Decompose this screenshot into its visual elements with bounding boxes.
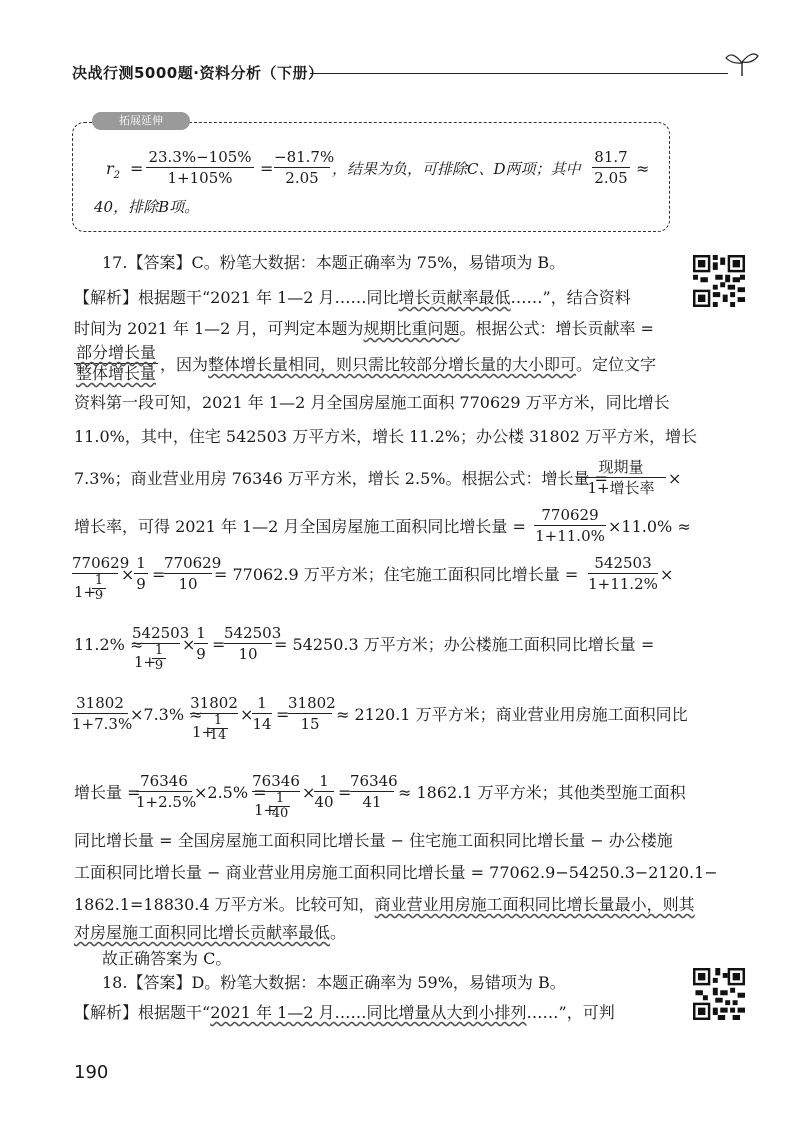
- wavy-emphasis: 商业营业用房施工面积同比增长量最小，则其: [374, 895, 695, 914]
- wavy-emphasis: 2021 年 1—2 月……同比增量从大到小排列: [210, 1003, 527, 1022]
- q17-line8-text: = 77062.9 万平方米；住宅施工面积同比增长量 =: [214, 565, 579, 584]
- q17-line10-frac-4: 31802 15: [288, 694, 336, 733]
- tip-fraction-3: 81.7 2.05: [592, 148, 630, 187]
- q17-line10-eq: =: [276, 705, 290, 724]
- q17-line9-frac-1: 542503 1+ 1 9: [132, 624, 190, 673]
- q18-answer-line: 18.【答案】D。粉笔大数据：本题正确率为 59%，易错项为 B。: [102, 973, 566, 992]
- q17-analysis-line-13: 工面积同比增长量 − 商业营业用房施工面积同比增长量 = 77062.9−54250.3−2120.1−: [74, 863, 718, 882]
- q17-fraction-total: 770629 1+11.0%: [535, 506, 605, 545]
- header-rule: [310, 73, 728, 74]
- q17-line11-frac-1: 76346 1+2.5%: [136, 772, 197, 811]
- wavy-emphasis: 整体增长量相同，则只需比较部分增长量的大小即可: [208, 355, 577, 374]
- q17-line9-text: = 54250.3 万平方米；办公楼施工面积同比增长量 =: [274, 635, 655, 654]
- q17-line11-frac-3: 1 40: [314, 772, 334, 811]
- q17-analysis-line-14: 1862.1=18830.4 万平方米。比较可知，商业营业用房施工面积同比增长量最小，则其: [74, 895, 695, 914]
- q17-line8-frac-4: 542503 1+11.2%: [588, 554, 658, 593]
- q17-line11-eq: =: [338, 783, 352, 802]
- q17-line9-times: ×: [182, 635, 196, 654]
- q17-line10-frac-3: 1 14: [252, 694, 272, 733]
- q17-line8-frac-3: 770629 10: [164, 554, 222, 593]
- q17-analysis-line-7: 增长率，可得 2021 年 1—2 月全国房屋施工面积同比增长量 =: [74, 517, 526, 536]
- q17-analysis-line-12: 同比增长量 = 全国房屋施工面积同比增长量 − 住宅施工面积同比增长量 − 办公楼施: [74, 831, 673, 850]
- running-header-title: 决战行测5000题·资料分析（下册）: [72, 64, 324, 82]
- q17-line8-tail: ×: [660, 565, 674, 584]
- q17-line10-times: ×: [240, 705, 254, 724]
- q17-analysis-line-4: 资料第一段可知，2021 年 1—2 月全国房屋施工面积 770629 万平方米，同比增长: [74, 393, 670, 412]
- q17-line10-a: ×7.3% ≈: [130, 705, 203, 724]
- q17-line9-frac-3: 542503 10: [224, 624, 282, 663]
- q17-line10-frac-1: 31802 1+7.3%: [72, 694, 133, 733]
- q17-line8-eq: =: [152, 565, 166, 584]
- tip-approx: ≈: [636, 159, 650, 178]
- qr-code-icon[interactable]: [693, 255, 745, 307]
- q17-fraction-formula: 现期量 1+增长率: [576, 458, 666, 497]
- q17-times: ×: [668, 469, 682, 488]
- q17-line8-frac-1: 770629 1+ 1 9: [72, 554, 130, 603]
- tip-r2: $r_2$: [106, 159, 121, 182]
- q18-analysis-line-1: 【解析】根据题干“2021 年 1—2 月……同比增量从大到小排列……”，可判: [74, 1003, 615, 1022]
- tip-fraction-2: −81.7% 2.05: [274, 148, 335, 187]
- tip-text-2: 40，排除B项。: [94, 198, 200, 216]
- q17-line11-times: ×: [302, 783, 316, 802]
- q17-line11-a: 增长量 =: [74, 783, 141, 802]
- q17-line11-text: ≈ 1862.1 万平方米；其他类型施工面积: [398, 783, 686, 802]
- q17-analysis-line-15: 对房屋施工面积同比增长贡献率最低。: [74, 923, 347, 942]
- wavy-emphasis: 增长贡献率最低: [398, 288, 511, 307]
- q17-conclusion: 故正确答案为 C。: [102, 949, 232, 968]
- q17-line11-frac-2: 76346 1+ 1 40: [252, 772, 300, 821]
- tip-text-1: ，结果为负，可排除C、D两项；其中: [332, 160, 581, 178]
- sprout-icon: [722, 48, 762, 78]
- q17-line8-times: ×: [121, 565, 135, 584]
- tip-box-label: 拓展延伸: [92, 112, 190, 130]
- q17-line9-start: 11.2% ≈: [74, 635, 144, 654]
- q17-line10-text: ≈ 2120.1 万平方米；商业营业用房施工面积同比: [336, 705, 688, 724]
- q17-line11-b: ×2.5% =: [194, 783, 267, 802]
- q17-analysis-line-3: ，因为整体增长量相同，则只需比较部分增长量的大小即可。定位文字: [160, 355, 657, 374]
- q17-analysis-line-6: 7.3%；商业营业用房 76346 万平方米，增长 2.5%。根据公式：增长量 =: [74, 469, 608, 488]
- q17-line9-eq: =: [212, 635, 226, 654]
- q17-line8-frac-2: 1 9: [134, 554, 148, 593]
- q17-line9-frac-2: 1 9: [194, 624, 208, 663]
- q17-fraction-contribution: 部分增长量 整体增长量: [75, 343, 156, 383]
- q17-analysis-line-1: 【解析】根据题干“2021 年 1—2 月……同比增长贡献率最低……”，结合资料: [74, 288, 631, 307]
- tip-eq1: =: [130, 159, 144, 178]
- qr-code-icon[interactable]: [693, 968, 745, 1020]
- tip-fraction-1: 23.3%−105% 1+105%: [146, 148, 254, 187]
- wavy-emphasis: 对房屋施工面积同比增长贡献率最低: [74, 923, 331, 942]
- q17-line11-frac-4: 76346 41: [350, 772, 398, 811]
- q17-analysis-line-2: 时间为 2021 年 1—2 月，可判定本题为规期比重问题。根据公式：增长贡献率 =: [74, 319, 654, 338]
- q17-line7-tail: ×11.0% ≈: [608, 517, 691, 536]
- wavy-emphasis: 规期比重问题: [363, 319, 460, 338]
- page-number: 190: [74, 1062, 109, 1083]
- q17-analysis-line-5: 11.0%，其中，住宅 542503 万平方米，增长 11.2%；办公楼 31802 万平方米，增长: [74, 427, 698, 446]
- q17-line10-frac-2: 31802 1+ 1 14: [190, 694, 238, 743]
- q17-answer-line: 17.【答案】C。粉笔大数据：本题正确率为 75%，易错项为 B。: [102, 253, 566, 272]
- tip-eq2: =: [260, 159, 274, 178]
